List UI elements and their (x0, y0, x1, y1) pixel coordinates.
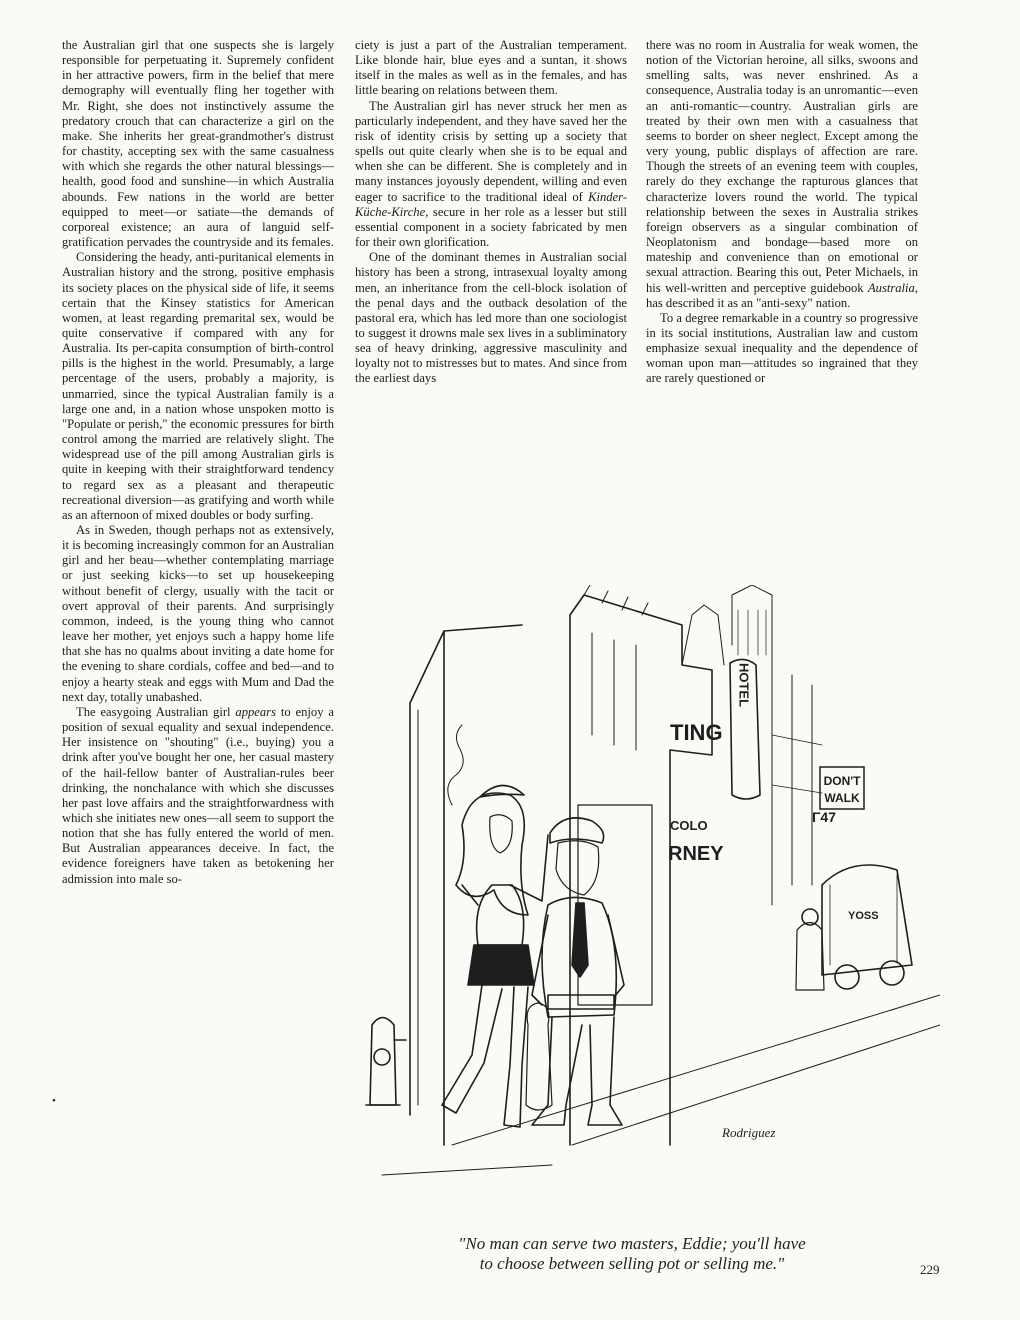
right-building (772, 665, 812, 905)
paragraph: As in Sweden, though perhaps not as extensively, it is becoming increasingly common for an Australian girl and her beau—whether contemplating marriage or just seeking kicks—to set up housekeeping without benefit of clergy, usually with the tacit or overt approval of their parents. And surprisingly common, indeed, is the young thing who cannot leave her mother, yet enjoys such a happy home life that she has no qualms about inviting a date home for the evening to share cordials, coffee and bed—and to enjoy a hearty steak and eggs with Mum and Dad the next day, totally unabashed. (62, 523, 334, 704)
sign-number: Γ47 (812, 809, 836, 825)
sign-colo: COLO (670, 818, 708, 833)
woman-cap (480, 785, 524, 797)
woman-hair (456, 793, 528, 915)
sign-ting: TING (670, 720, 723, 745)
dont-walk-sign-line1: DON'T (823, 774, 861, 788)
text-run: , has described it as an "anti-sexy" nation. (646, 280, 918, 310)
man-tie (572, 903, 588, 977)
sign-rney: RNEY (668, 843, 724, 865)
paragraph: Considering the heady, anti-puritanical elements in Australian history and the strong, positive emphasis its society places on the physical side of life, it seems certain that the Kinsey statistics for American women, at least regarding premarital sex, would be quite conservative if compared with any for Australia. Its per-capita consumption of birth-control pills is the highest in the world. Presumably, a large percentage of the users, probably a majority, is unmarried, since the typical Australian family is a large one and, in a nation whose unspoken motto is "Populate or perish," the economic pressures for birth control among the married are relatively slight. The widespread use of the pill among Australian girls is quite in keeping with their straightforward tendency to regard sex as a pleasant and therapeutic recreational diversion—as gratifying and worth while as an afternoon of mixed doubles or body surfing. (62, 250, 334, 522)
paragraph: To a degree remarkable in a country so progressive in its social institutions, Australian law and custom emphasize sexual inequality and the dependence of woman upon man—attitudes so ingrained that they are rarely questioned or (646, 310, 918, 386)
emphasis: Kinder-Küche-Kirche (355, 189, 627, 219)
cartoon-illustration (352, 585, 940, 1215)
man-belt (548, 995, 614, 1009)
text-run: to enjoy a position of sexual equality and sexual independence. Her insistence on "shouting" (i.e., buying) you a drink after you've bought her one, her casual mastery of the hail-fellow banter of Australian-rules beer drinking, the nonchalance with which she discusses her past love affairs and the straightforwardness with which she initiates new ones—all seem to support the notion that she has fully entered the world of men. But Australian appearances deceive. In fact, the evidence foreigners have taken as betokening her admission into male so- (62, 704, 334, 886)
emphasis: Australia (867, 280, 915, 295)
woman-legs (442, 985, 528, 1127)
man-hat (550, 818, 604, 843)
man-legs (532, 1017, 622, 1125)
paragraph (62, 705, 334, 887)
woman-body (477, 885, 524, 945)
cigarette-smoke (448, 725, 463, 805)
background-tower (682, 605, 724, 665)
artist-signature: Rodriguez (722, 1125, 776, 1140)
caption-line: "No man can serve two masters, Eddie; you'll have (458, 1234, 806, 1253)
paragraph (355, 99, 627, 251)
paragraph (646, 38, 918, 311)
woman-skirt (468, 945, 534, 985)
emphasis: appears (235, 704, 276, 719)
shop-sign: YOSS (848, 910, 879, 922)
shop-window (578, 805, 652, 1005)
margin-mark: • (52, 1095, 56, 1107)
fire-hydrant (370, 1018, 396, 1106)
paragraph: ciety is just a part of the Australian temperament. Like blonde hair, blue eyes and a suntan, it shows itself in the males as well as in the females, and has little bearing on relations between them. (355, 38, 627, 98)
text-run: The Australian girl has never struck her men as particularly independent, and they have saved her the risk of identity crisis by setting up a society that spells out quite clearly when she is to be equal and when she can be different. She is completely and in many instances joyously dependent, willing and even eager to sacrifice to the traditional ideal of (355, 98, 627, 204)
article-column-2 (355, 38, 627, 387)
woman-face (490, 815, 513, 853)
text-run: , secure in her role as a lesser but still essential component in a society fabricated by men for their own glorification. (355, 204, 627, 250)
article-column-1 (62, 38, 334, 887)
hotel-sign-text: HOTEL (736, 662, 752, 708)
text-run: there was no room in Australia for weak women, the notion of the Victorian heroine, all silks, swoons and smelling salts, was never enshrined. As a consequence, Australia today is an unromantic—even an anti-romantic—country. Australian girls are treated by their own men with a casualness that seems to border on sheer neglect. Except among the very young, public displays of affection are rare. Though the streets of an evening teem with couples, rarely do they exchange the rapturous glances that characterize lovers round the world. The typical relationship between the sexes in Australia strikes foreign observers as a singular combination of Neoplatonism and bondage—based more on mateship and convenience than on emotional or sexual attraction. Bearing this out, Peter Michaels, in his well-written and perceptive guidebook (646, 38, 918, 295)
caption-line: to choose between selling pot or selling me." (479, 1254, 785, 1273)
article-column-3 (646, 38, 918, 387)
paragraph: One of the dominant themes in Australian social history has been a strong, intrasexual loyalty among men, an inheritance from the cell-block isolation of the penal days and the outback desolation of the pastoral era, which has led more than one sociologist to suggest it drowns male sex lives in a subliminatory sea of heavy drinking, aggressive masculinity and loyalty not to mistresses but to mates. And since from the earliest days (355, 250, 627, 386)
text-run: The easygoing Australian girl (76, 704, 236, 719)
paragraph: the Australian girl that one suspects she is largely responsible for perpetuating it. Supremely confident in her attractive powers, firm in the belief that mere demography will eventually fling her together with Mr. Right, she does not instinctively assume the predatory crouch that can characterize a girl on the make. She inherits her great-grandmother's distrust for chastity, accepting sex with the same casualness with which she regards the other natural blessings—health, good food and sunshine—in which Australia abounds. Few nations in the world are better equipped to meet—or satiate—the demands of corporeal existence; an aura of languid self-gratification pervades the countryside and its females. (62, 38, 334, 250)
woman-arm (462, 835, 548, 905)
sidewalk (382, 995, 940, 1175)
page-number: 229 (920, 1262, 940, 1277)
man-face (556, 841, 599, 895)
pedestrian (796, 923, 824, 991)
cartoon-caption (352, 1234, 912, 1274)
dont-walk-sign-line2: WALK (824, 791, 860, 805)
